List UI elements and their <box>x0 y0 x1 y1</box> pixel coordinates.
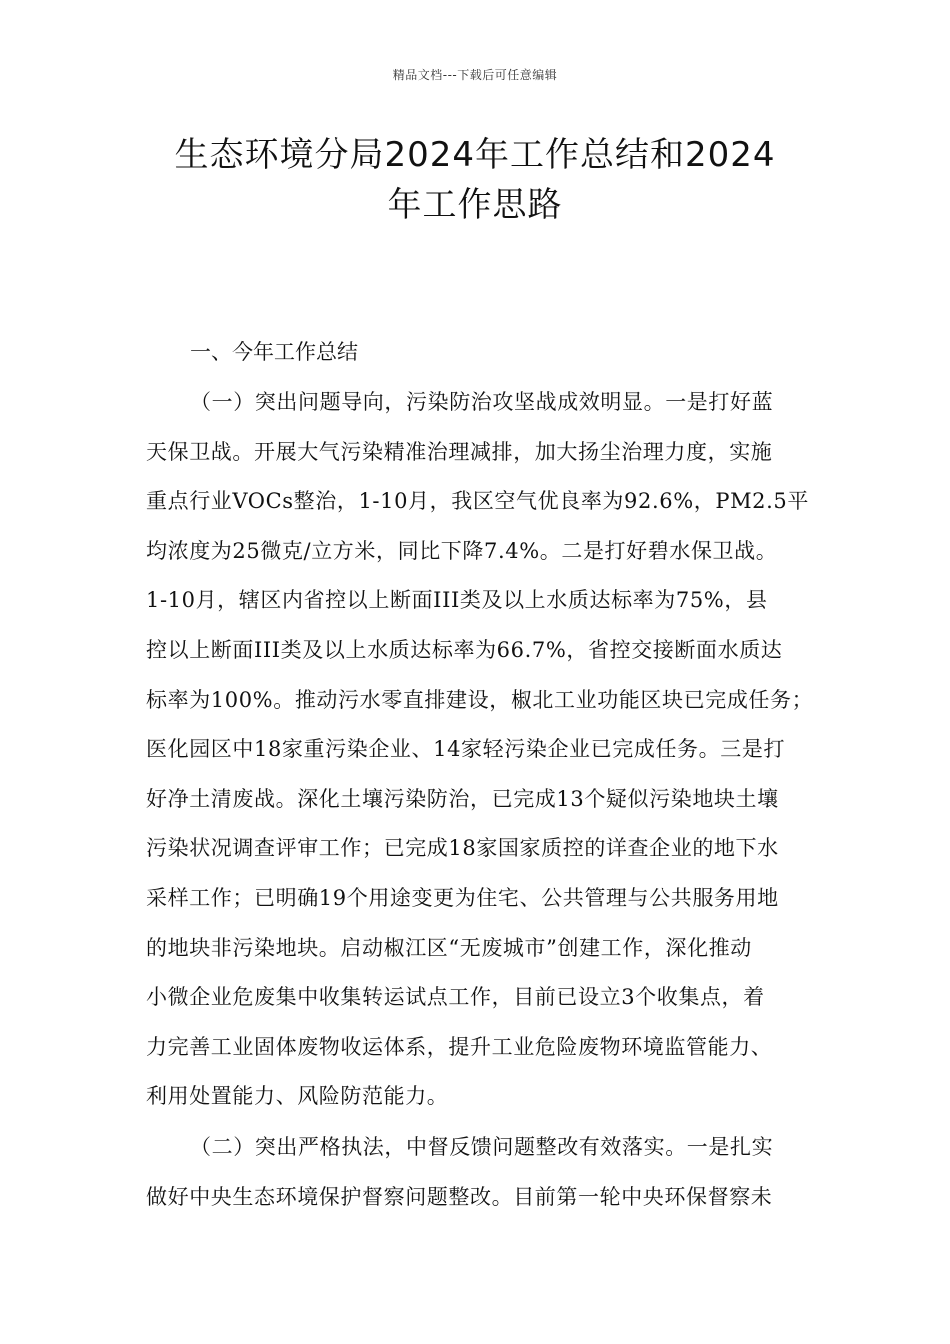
title-line-2: 年工作思路 <box>387 185 563 225</box>
paragraph-line: 好净土清废战。深化土壤污染防治，已完成13个疑似污染地块土壤 <box>146 786 779 811</box>
paragraph-line: 污染状况调查评审工作；已完成18家国家质控的详查企业的地下水 <box>146 836 779 861</box>
title-line-1: 生态环境分局2024年工作总结和2024 <box>174 135 776 175</box>
section-heading: 一、今年工作总结 <box>190 340 358 364</box>
paragraph-line: 1-10月，辖区内省控以上断面III类及以上水质达标率为75%，县 <box>146 588 768 613</box>
paragraph-line: 重点行业VOCs整治，1-10月，我区空气优良率为92.6%，PM2.5平 <box>146 489 809 514</box>
document-title <box>130 130 820 230</box>
paragraph-line: 控以上断面III类及以上水质达标率为66.7%，省控交接断面水质达 <box>146 637 783 662</box>
paragraph-line: （一）突出问题导向，污染防治攻坚战成效明显。一是打好蓝 <box>190 390 774 414</box>
paragraph-line: 标率为100%。推动污水零直排建设，椒北工业功能区块已完成任务； <box>146 687 814 712</box>
paragraph-line: 小微企业危废集中收集转运试点工作，目前已设立3个收集点，着 <box>146 985 765 1010</box>
header-note: 精品文档---下载后可任意编辑 <box>392 68 558 82</box>
paragraph-line: 采样工作；已明确19个用途变更为住宅、公共管理与公共服务用地 <box>146 885 779 910</box>
paragraph-line: 天保卫战。开展大气污染精准治理减排，加大扬尘治理力度，实施 <box>146 439 773 464</box>
paragraph-line: 做好中央生态环境保护督察问题整改。目前第一轮中央环保督察未 <box>146 1184 773 1209</box>
paragraph-line: 力完善工业固体废物收运体系，提升工业危险废物环境监管能力、 <box>146 1034 773 1059</box>
paragraph-line: 均浓度为25微克/立方米，同比下降7.4%。二是打好碧水保卫战。 <box>146 538 778 563</box>
paragraph-line: （二）突出严格执法，中督反馈问题整改有效落实。一是扎实 <box>190 1135 774 1159</box>
paragraph-2 <box>146 1129 806 1228</box>
paragraph-1 <box>146 384 814 1128</box>
paragraph-line: 利用处置能力、风险防范能力。 <box>146 1084 449 1109</box>
paragraph-line: 的地块非污染地块。启动椒江区“无废城市”创建工作，深化推动 <box>146 935 752 960</box>
paragraph-line: 医化园区中18家重污染企业、14家轻污染企业已完成任务。三是打 <box>146 737 786 762</box>
